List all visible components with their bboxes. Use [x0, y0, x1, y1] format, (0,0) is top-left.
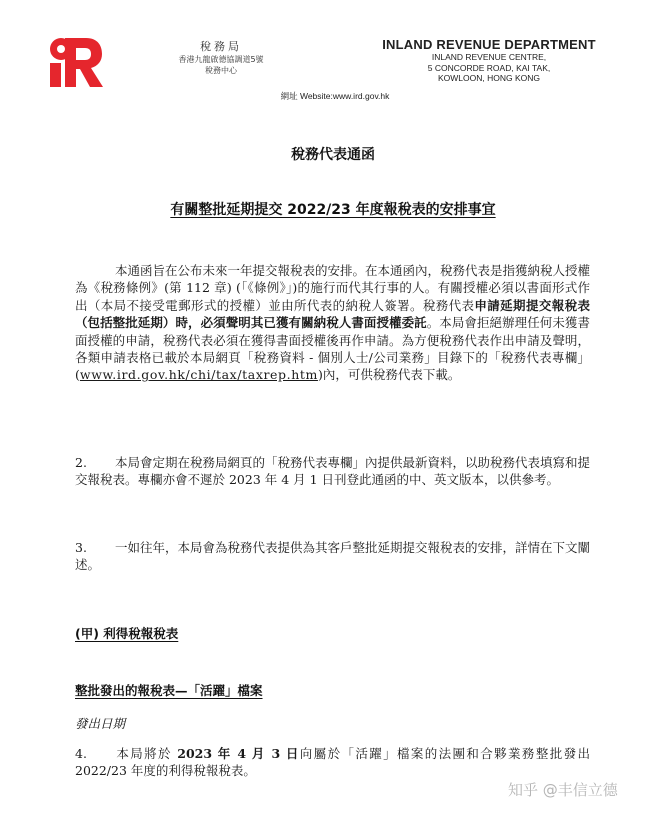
subject-text: 有關整批延期提交 2022/23 年度報稅表的安排事宜	[170, 202, 496, 218]
ird-logo-icon	[48, 36, 104, 88]
paragraph-3	[75, 539, 590, 574]
paragraph-4	[75, 745, 590, 780]
address-chinese-line-1: 香港九龍啟德協調道5號	[178, 55, 264, 64]
paragraph-4-date: 2023 年 4 月 3 日	[177, 746, 300, 761]
address-english-line-3: KOWLOON, HONG KONG	[437, 73, 540, 83]
website-line: 網址 Website:www.ird.gov.hk	[280, 91, 390, 101]
paragraph-4-number: 4.	[75, 746, 87, 761]
paragraph-1-text-c: )內，可供稅務代表下載。	[317, 367, 461, 383]
paragraph-1	[75, 262, 590, 384]
department-name-english: INLAND REVENUE DEPARTMENT	[382, 37, 596, 52]
circular-title: 稅務代表通函	[291, 147, 375, 163]
section-b-heading: 整批發出的報稅表—「活躍」檔案	[75, 683, 263, 698]
circular-subject	[0, 199, 666, 219]
address-english-line-1: INLAND REVENUE CENTRE,	[431, 52, 547, 62]
paragraph-4-text-a: 本局將於	[115, 746, 178, 761]
paragraph-2-number: 2.	[75, 455, 87, 470]
address-chinese-line-2: 稅務中心	[205, 66, 237, 75]
paragraph-4-text-b: 向屬於「活躍」檔案的法團和合夥業務整批發出 2022/23 年度的利得稅報稅表。	[75, 746, 590, 779]
paragraph-2-text: 本局會定期在稅務局網頁的「稅務代表專欄」內提供最新資料，以助稅務代表填寫和提交報稅表。專欄亦會不遲於 2023 年 4 月 1 日刊登此通函的中、英文版本，以供參考。	[75, 455, 591, 488]
paragraph-1-bold: 申請延期提交報稅表（包括整批延期）時，必須聲明其已獲有關納稅人書面授權委託	[75, 297, 590, 331]
taxrep-page-link[interactable]: www.ird.gov.hk/chi/tax/taxrep.htm	[79, 367, 318, 383]
paragraph-1-text-a: 本通函旨在公布未來一年提交報稅表的安排。在本通函內，稅務代表是指獲納稅人授權為《稅務條例》(第 112 章) (「《條例》」)的施行而代其行事的人。有關授權必須以書面形式作出（本局不接受電郵形式的授權）並由所代表的納稅人簽署。稅務代表	[75, 263, 591, 313]
paragraph-3-number: 3.	[75, 540, 87, 555]
section-a-heading: (甲) 利得稅報稅表	[75, 626, 179, 641]
department-chinese-header	[166, 40, 276, 76]
paragraph-3-text: 一如往年，本局會為稅務代表提供為其客戶整批延期提交報稅表的安排，詳情在下文闡述。	[75, 540, 591, 573]
department-english-header	[360, 37, 618, 84]
department-name-chinese: 稅務局	[200, 40, 242, 53]
address-english-line-2: 5 CONCORDE ROAD, KAI TAK,	[427, 62, 551, 73]
issue-date-heading: 發出日期	[75, 716, 126, 731]
paragraph-1-text-b: 。本局會拒絕辦理任何未獲書面授權的申請，稅務代表必須在獲得書面授權後再作申請。為方便稅務代表作出申請及聲明，各類申請表格已載於本局網頁「稅務資料 - 個別人士/公司業務」目錄下的「稅務代表專欄」(	[75, 315, 590, 383]
zhihu-watermark: 知乎 @丰信立德	[508, 781, 618, 799]
paragraph-2	[75, 454, 590, 489]
